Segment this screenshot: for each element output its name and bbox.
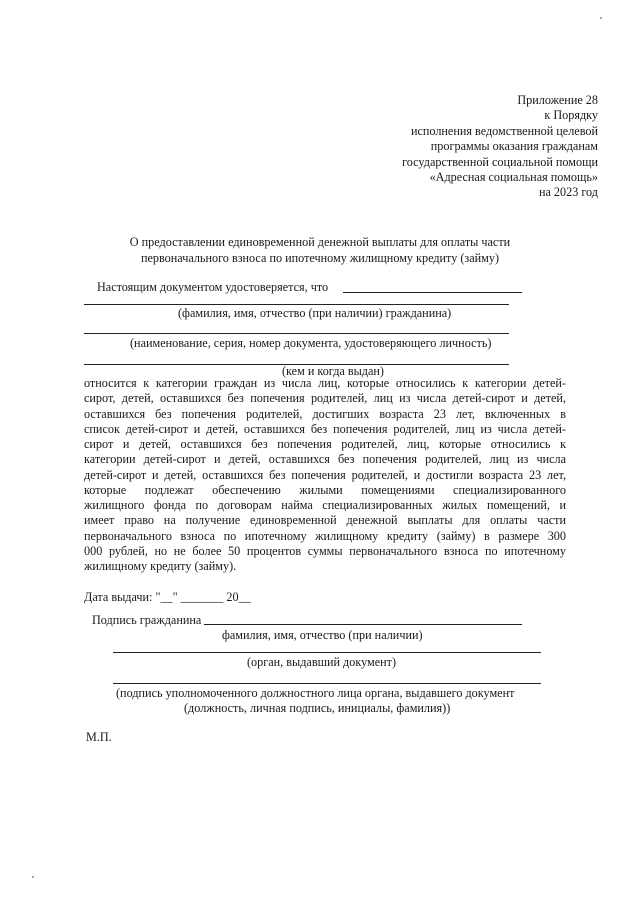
appendix-line: «Адресная социальная помощь» [429,170,598,185]
appendix-block [402,93,598,201]
organ-input-line [113,652,541,653]
body-line: сирот и детей, оставшихся без попечения родителей, лиц, которые относились к [84,437,566,451]
body-line: относится к категории граждан из числа лиц, которые относились к категории детей- [84,376,566,390]
issued-caption: (кем и когда выдан) [282,364,384,378]
official-signature-line [113,683,541,684]
official-caption-line2: (должность, личная подпись, инициалы, фамилия)) [184,701,451,715]
body-line: список детей-сирот и детей, оставшихся без попечения родителей, лиц из числа детей- [84,421,566,436]
body-line: оставшихся без попечения родителей, достигших возраста 23 лет, включенных в [84,406,566,421]
official-caption-line1: (подпись уполномоченного должностного лица органа, выдавшего документ [116,686,515,700]
body-line: сирот, детей, оставшихся без попечения родителей, лиц из числа детей-сирот и детей, [84,391,566,406]
organ-caption: (орган, выдавший документ) [247,655,397,669]
body-line: жилищному кредиту (займу). [84,559,237,573]
appendix-line: программы оказания гражданам [430,139,598,154]
body-line: 000 рублей, но не более 50 процентов суммы первоначального взноса по ипотечному [84,543,566,558]
appendix-line: к Порядку [544,108,598,123]
fio-caption: (фамилия, имя, отчество (при наличии) гражданина) [178,306,452,320]
scan-speck [600,17,602,19]
appendix-line: на 2023 год [538,185,598,200]
document-title-line1: О предоставлении единовременной денежной выплаты для оплаты части [129,235,511,249]
body-line: которые подлежат обеспечению жилыми помещениями специализированного [84,482,566,497]
fio-input-line-2 [84,304,509,305]
body-line: категории детей-сирот и детей, оставшихся без попечения родителей, лиц из числа [84,452,566,467]
appendix-line: Приложение 28 [517,93,598,107]
stamp-place: М.П. [86,730,112,744]
certify-text: Настоящим документом удостоверяется, что [97,280,329,294]
issue-date: Дата выдачи: "__" _______ 20__ [84,590,251,604]
scan-speck [32,876,34,878]
body-line: первоначального взноса по ипотечному жилищному кредиту (займу) в размере 300 [84,528,566,543]
id-document-caption: (наименование, серия, номер документа, удостоверяющего личность) [130,336,492,350]
document-title-line2: первоначального взноса по ипотечному жилищному кредиту (займу) [140,251,500,265]
citizen-signature-line [204,624,522,625]
appendix-line: исполнения ведомственной целевой [410,123,598,138]
appendix-line: государственной социальной помощи [402,154,598,169]
body-line: имеет право на получение единовременной денежной выплаты для оплаты части [84,513,566,528]
citizen-signature-label: Подпись гражданина [92,613,202,627]
id-document-input-line [84,333,509,334]
body-line: детей-сирот и детей, оставшихся без попечения родителей, и достигли возраста 23 лет, [84,467,566,482]
fio-input-line [343,292,522,293]
body-line: жилищного фонда по договорам найма специализированных жилых помещений, и [84,498,566,512]
citizen-fio-caption: фамилия, имя, отчество (при наличии) [222,628,423,642]
body-paragraph [84,376,566,574]
